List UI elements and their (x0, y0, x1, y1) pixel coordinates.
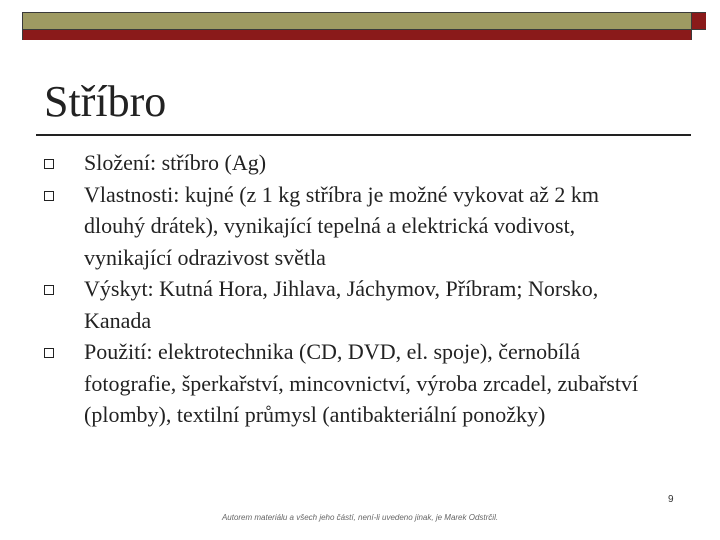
hollow-square-bullet-icon (44, 159, 54, 169)
bullet-text: Použití: elektrotechnika (CD, DVD, el. spoje), černobílá fotografie, šperkařství, mincovnictví, výroba zrcadel, zubařství (plomby), textilní průmysl (antibakteriální ponožky) (84, 339, 639, 427)
slide-title: Stříbro (44, 77, 167, 126)
bullet-list (44, 147, 664, 431)
footer-credit: Autorem materiálu a všech jeho částí, není-li uvedeno jinak, je Marek Odstrčil. (221, 513, 499, 522)
hollow-square-bullet-icon (44, 191, 54, 201)
header-olive-band (23, 13, 691, 29)
header-corner-empty (691, 30, 706, 40)
bullet-item-occurrence (44, 273, 664, 336)
header-corner-block (691, 13, 706, 29)
hollow-square-bullet-icon (44, 285, 54, 295)
hollow-square-bullet-icon (44, 348, 54, 358)
header-maroon-band (23, 30, 691, 40)
bullet-item-composition (44, 147, 664, 179)
bullet-text: Výskyt: Kutná Hora, Jihlava, Jáchymov, Příbram; Norsko, Kanada (84, 276, 599, 333)
bullet-text: Vlastnosti: kujné (z 1 kg stříbra je možné vykovat až 2 km dlouhý drátek), vynikající tepelná a elektrická vodivost, vynikající odrazivost světla (84, 181, 600, 270)
bullet-text: Složení: stříbro (Ag) (84, 150, 267, 175)
header-decoration-bar (22, 12, 706, 40)
bullet-item-usage (44, 336, 664, 431)
page-number: 9 (668, 494, 674, 505)
bullet-item-properties (44, 179, 664, 274)
title-underline (36, 134, 691, 136)
